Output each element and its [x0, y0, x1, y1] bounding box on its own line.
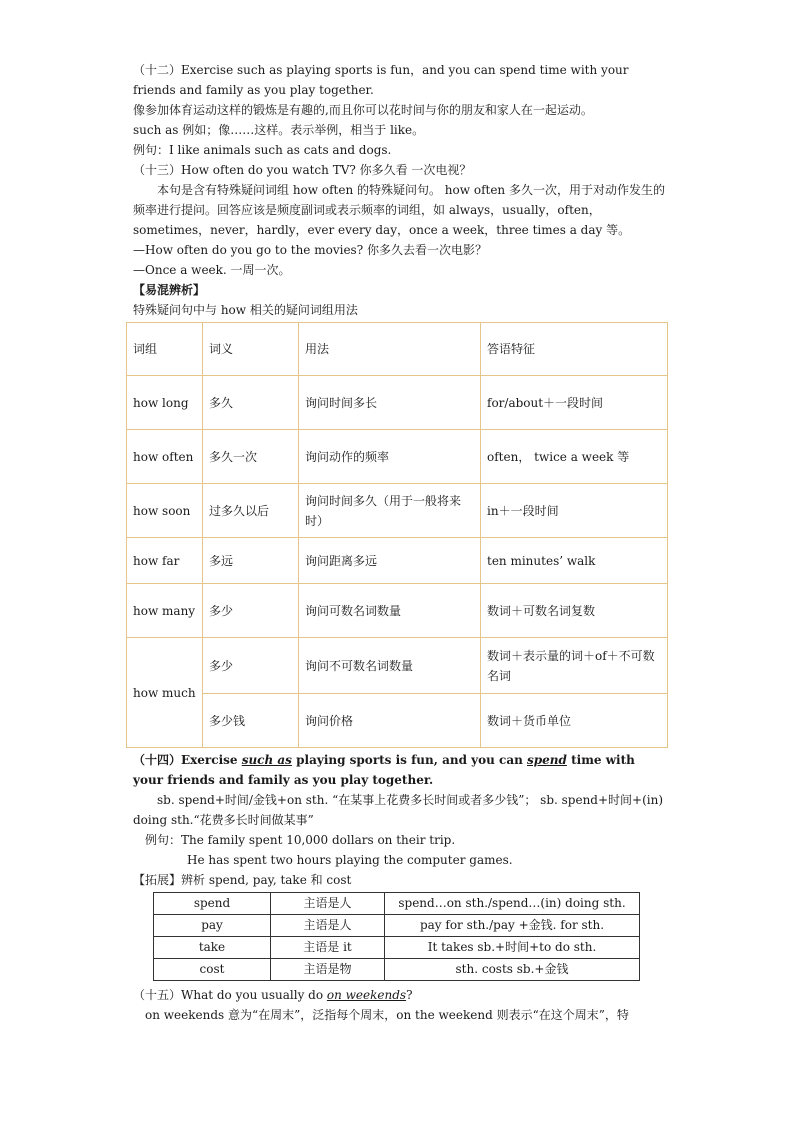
- table-cell: 询问动作的频率: [299, 430, 481, 484]
- table-cell-how-much: how much: [127, 638, 203, 748]
- extension-title: 【拓展】辨析 spend, pay, take 和 cost: [133, 873, 352, 887]
- table-cell: 主语是人: [271, 915, 385, 937]
- table-row: [127, 584, 668, 638]
- table-row: [154, 959, 640, 981]
- sec14-paragraph: sb. spend+时间/金钱+on sth. “在某事上花费多长时间或者多少钱”； sb. spend+时间+(in) doing sth.“花费多长时间做某事”: [133, 793, 664, 827]
- table-cell: in＋一段时间: [481, 484, 668, 538]
- table-cell: how many: [127, 584, 203, 638]
- table-cell: It takes sb.+时间+to do sth.: [385, 937, 640, 959]
- table-cell: 多久一次: [203, 430, 299, 484]
- table-cell: how often: [127, 430, 203, 484]
- table-cell: 多少钱: [203, 694, 299, 748]
- table-cell: ten minutes’ walk: [481, 538, 668, 584]
- table-row: [127, 694, 668, 748]
- table-cell: 过多久以后: [203, 484, 299, 538]
- table-cell: 主语是物: [271, 959, 385, 981]
- how-phrases-table: [126, 322, 668, 748]
- sec14-heading: （十四）Exercise such as playing sports is fun, and you can spend time with your friends and family as you play together.: [133, 753, 635, 787]
- table-cell: pay for sth./pay +金钱. for sth.: [385, 915, 640, 937]
- table-cell: 数词＋表示量的词＋of＋不可数名词: [481, 638, 668, 694]
- table-cell: often， twice a week 等: [481, 430, 668, 484]
- sec15-paragraph: on weekends 意为“在周末”，泛指每个周末，on the weekend 则表示“在这个周末”，特: [145, 1008, 629, 1022]
- spend-emphasis: spend: [527, 753, 567, 767]
- table-cell: 询问不可数名词数量: [299, 638, 481, 694]
- table-row: [154, 915, 640, 937]
- document-page: [133, 60, 668, 1025]
- table-header-row: [127, 323, 668, 376]
- table-cell: 询问时间多久（用于一般将来时）: [299, 484, 481, 538]
- table-header-cell: 词组: [127, 323, 203, 376]
- table-cell: 多远: [203, 538, 299, 584]
- table-cell: sth. costs sb.+金钱: [385, 959, 640, 981]
- sec13-answer: —Once a week. 一周一次。: [133, 263, 291, 277]
- table-row: [154, 937, 640, 959]
- table-header-cell: 用法: [299, 323, 481, 376]
- table-row: [127, 638, 668, 694]
- table-cell: for/about＋一段时间: [481, 376, 668, 430]
- table-header-cell: 答语特征: [481, 323, 668, 376]
- table-row: [127, 484, 668, 538]
- mix-analysis-subtitle: 特殊疑问句中与 how 相关的疑问词组用法: [133, 303, 358, 317]
- such-as-emphasis: such as: [241, 753, 292, 767]
- table-cell: 多少: [203, 584, 299, 638]
- table-cell: 主语是 it: [271, 937, 385, 959]
- sec12-translation: 像参加体育运动这样的锻炼是有趣的,而且你可以花时间与你的朋友和家人在一起运动。: [133, 103, 593, 117]
- sec13-question: —How often do you go to the movies? 你多久去看一次电影？: [133, 243, 487, 257]
- mix-analysis-title: 【易混辨析】: [133, 283, 206, 297]
- table-cell: spend: [154, 893, 271, 915]
- table-cell: pay: [154, 915, 271, 937]
- table-cell: how far: [127, 538, 203, 584]
- spend-pay-take-cost-table: [153, 892, 640, 981]
- table-cell: 询问可数名词数量: [299, 584, 481, 638]
- sec14-example-2: He has spent two hours playing the computer games.: [187, 853, 513, 867]
- table-row: [127, 538, 668, 584]
- sec12-example: 例句：I like animals such as cats and dogs.: [133, 143, 392, 157]
- table-cell: 数词＋货币单位: [481, 694, 668, 748]
- table-cell: 主语是人: [271, 893, 385, 915]
- table-cell: 询问价格: [299, 694, 481, 748]
- sec14-example-1: 例句：The family spent 10,000 dollars on their trip.: [145, 833, 456, 847]
- table-cell: how long: [127, 376, 203, 430]
- sec12-such-as-note: such as 例如；像……这样。表示举例，相当于 like。: [133, 123, 425, 137]
- table-cell: 多久: [203, 376, 299, 430]
- table-cell: cost: [154, 959, 271, 981]
- table-row: [154, 893, 640, 915]
- table-cell: how soon: [127, 484, 203, 538]
- table-row: [127, 376, 668, 430]
- table-row: [127, 430, 668, 484]
- table-header-cell: 词义: [203, 323, 299, 376]
- sec12-heading: （十二）Exercise such as playing sports is fun，and you can spend time with your friends and family as you play together.: [133, 63, 629, 97]
- table-cell: spend…on sth./spend…(in) doing sth.: [385, 893, 640, 915]
- sec13-paragraph: 本句是含有特殊疑问词组 how often 的特殊疑问句。 how often 多久一次，用于对动作发生的频率进行提问。回答应该是频度副词或表示频率的词组，如 always，usually，often，sometimes，never，hardly，ever every day，once a week，three times a day 等。: [133, 183, 665, 237]
- table-cell: 询问时间多长: [299, 376, 481, 430]
- table-cell: 询问距离多远: [299, 538, 481, 584]
- table-cell: take: [154, 937, 271, 959]
- on-weekends-emphasis: on weekends: [326, 988, 407, 1002]
- table-cell: 数词＋可数名词复数: [481, 584, 668, 638]
- table-cell: 多少: [203, 638, 299, 694]
- sec13-heading: （十三）How often do you watch TV? 你多久看 一次电视？: [133, 163, 472, 177]
- sec15-heading: （十五）What do you usually do on weekends?: [133, 988, 413, 1002]
